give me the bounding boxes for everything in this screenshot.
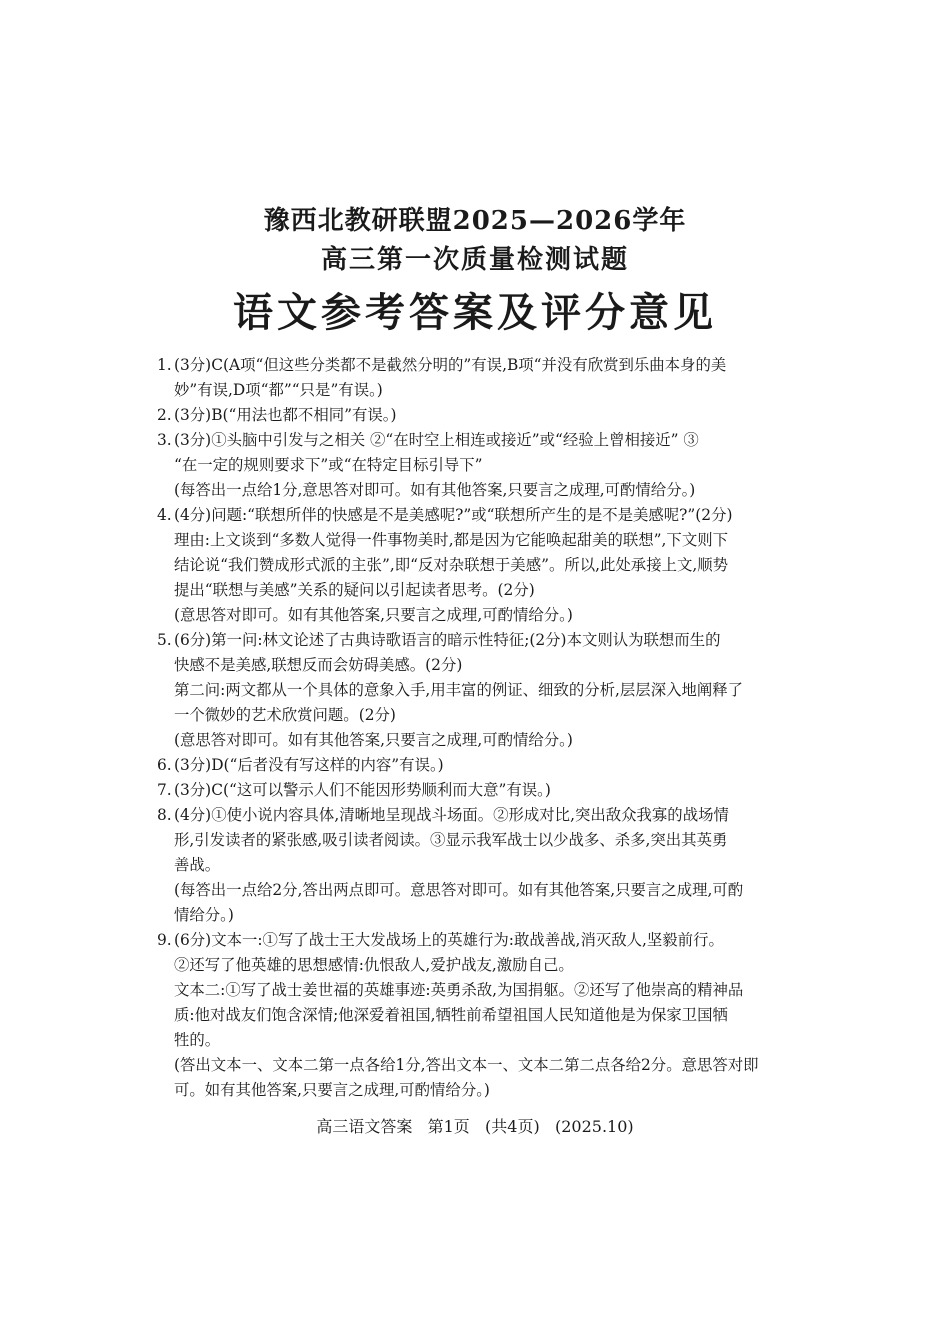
question-number: 1. — [157, 356, 172, 374]
answer-line: 文本二:①写了战士姜世福的英雄事迹:英勇杀敌,为国捐躯。②还写了他崇高的精神品 — [174, 981, 744, 999]
answer-item-9 — [157, 928, 797, 1103]
answer-line: (4分)问题:“联想所伴的快感是不是美感呢?”或“联想所产生的是不是美感呢?”(2分) — [174, 506, 733, 524]
answer-line: (意思答对即可。如有其他答案,只要言之成理,可酌情给分。) — [174, 606, 573, 624]
answer-line: ②还写了他英雄的思想感情:仇恨敌人,爱护战友,激励自己。 — [174, 956, 574, 974]
answer-line: 提出“联想与美感”关系的疑问以引起读者思考。(2分) — [174, 581, 535, 599]
answer-item-6 — [157, 753, 797, 778]
answer-line: 可。如有其他答案,只要言之成理,可酌情给分。) — [174, 1081, 490, 1099]
question-number: 3. — [157, 431, 172, 449]
question-number: 7. — [157, 781, 172, 799]
answer-line: 快感不是美感,联想反而会妨碍美感。(2分) — [174, 656, 463, 674]
answer-line: (3分)B(“用法也都不相同”有误。) — [174, 406, 397, 424]
header-exam-title: 高三第一次质量检测试题 — [320, 245, 629, 275]
answer-line: 一个微妙的艺术欣赏问题。(2分) — [174, 706, 396, 724]
answer-line: (4分)①使小说内容具体,清晰地呈现战斗场面。②形成对比,突出敌众我寡的战场情 — [174, 806, 729, 824]
answer-line: 质:他对战友们饱含深情;他深爱着祖国,牺牲前希望祖国人民知道他是为保家卫国牺 — [174, 1006, 728, 1024]
answer-item-2 — [157, 403, 797, 428]
page-footer: 高三语文答案 第1页 (共4页) (2025.10) — [316, 1117, 634, 1136]
answer-list — [157, 353, 797, 1103]
answer-line: 理由:上文谈到“多数人觉得一件事物美时,都是因为它能唤起甜美的联想”,下文则下 — [174, 531, 728, 549]
answer-line: (3分)①头脑中引发与之相关 ②“在时空上相连或接近”或“经验上曾相接近” ③ — [174, 431, 699, 449]
answer-line: (每答出一点给2分,答出两点即可。意思答对即可。如有其他答案,只要言之成理,可酌 — [174, 881, 744, 899]
answer-line: (3分)D(“后者没有写这样的内容”有误。) — [174, 756, 444, 774]
answer-line: “在一定的规则要求下”或“在特定目标引导下” — [174, 456, 483, 474]
question-number: 8. — [157, 806, 172, 824]
question-number: 4. — [157, 506, 172, 524]
answer-line: (6分)第一问:林文论述了古典诗歌语言的暗示性特征;(2分)本文则认为联想而生的 — [174, 631, 721, 649]
answer-line: (每答出一点给1分,意思答对即可。如有其他答案,只要言之成理,可酌情给分。) — [174, 481, 696, 499]
answer-line: 善战。 — [174, 856, 221, 874]
page-title: 语文参考答案及评分意见 — [233, 289, 717, 336]
answer-item-4 — [157, 503, 797, 628]
answer-line: (意思答对即可。如有其他答案,只要言之成理,可酌情给分。) — [174, 731, 573, 749]
answer-line: (答出文本一、文本二第一点各给1分,答出文本一、文本二第二点各给2分。意思答对即 — [174, 1056, 759, 1074]
answer-line: 第二问:两文都从一个具体的意象入手,用丰富的例证、细致的分析,层层深入地阐释了 — [174, 681, 744, 699]
question-number: 2. — [157, 406, 172, 424]
answer-line: 形,引发读者的紧张感,吸引读者阅读。③显示我军战士以少战多、杀多,突出其英勇 — [174, 831, 728, 849]
answer-item-5 — [157, 628, 797, 753]
answer-item-3 — [157, 428, 797, 503]
answer-line: 妙”有误,D项“都”“只是”有误。) — [174, 381, 383, 399]
answer-line: (3分)C(A项“但这些分类都不是截然分明的”有误,B项“并没有欣赏到乐曲本身的美 — [174, 356, 727, 374]
question-number: 6. — [157, 756, 172, 774]
answer-line: 结论说“我们赞成形式派的主张”,即“反对杂联想于美感”。所以,此处承接上文,顺势 — [174, 556, 729, 574]
answer-item-7 — [157, 778, 797, 803]
header-alliance-title: 豫西北教研联盟2025—2026学年 — [263, 206, 687, 236]
answer-line: 牲的。 — [174, 1031, 221, 1049]
question-number: 9. — [157, 931, 172, 949]
answer-line: (3分)C(“这可以警示人们不能因形势顺利而大意”有误。) — [174, 781, 551, 799]
question-number: 5. — [157, 631, 172, 649]
answer-line: (6分)文本一:①写了战士王大发战场上的英雄行为:敢战善战,消灭敌人,坚毅前行。 — [174, 931, 724, 949]
answer-item-1 — [157, 353, 797, 403]
answer-item-8 — [157, 803, 797, 928]
answer-line: 情给分。) — [174, 906, 234, 924]
